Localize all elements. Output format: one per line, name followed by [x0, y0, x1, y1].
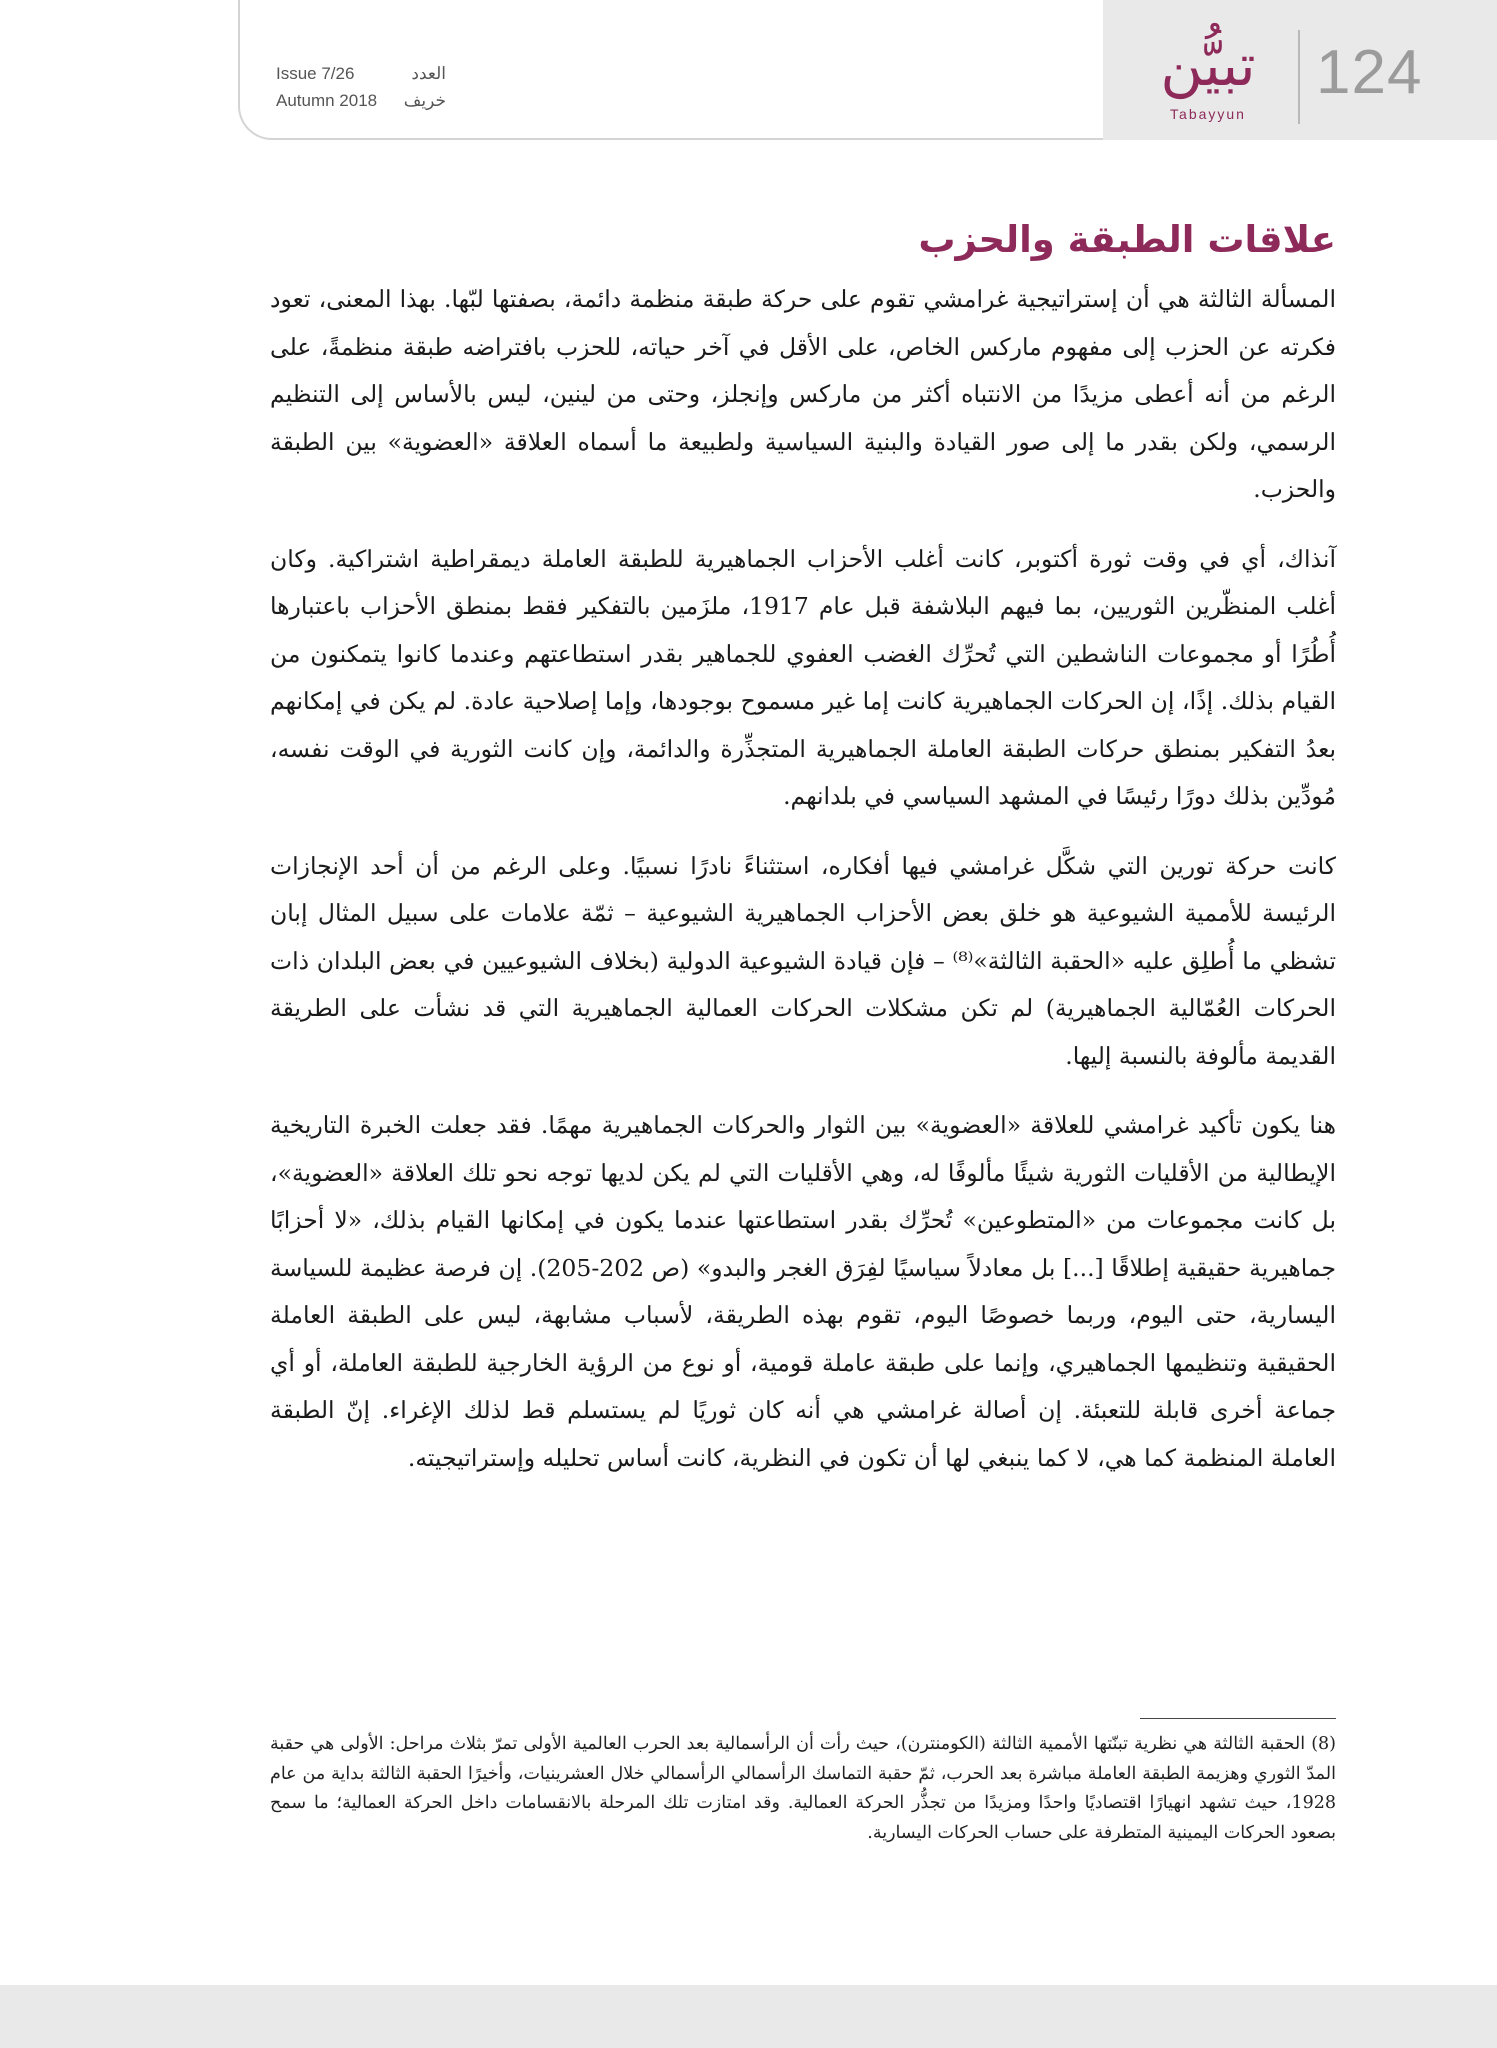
season-label-ar: خريف [403, 91, 446, 110]
footnote-8: (8) الحقبة الثالثة هي نظرية تبنّتها الأممية الثالثة (الكومنترن)، حيث رأت أن الرأسمالية بعد الحرب العالمية الأولى تمرّ بثلاث مراحل: الأولى هي حقبة المدّ الثوري وهزيمة الطبقة العاملة مباشرة بعد الحرب، ثمّ حقبة التماسك الرأسمالي الرأسمالي خلال العشرينيات، وأخيرًا الحقبة الثالثة بداية من عام 1928، حيث تشهد انهيارًا اقتصاديًا واحدًا ومزيدًا من تجذُّر الحركة العمالية. وقد امتازت تلك المرحلة بالانقسامات داخل الحركة العمالية؛ ما سمح بصعود الحركات اليمينية المتطرفة على حساب الحركات اليسارية. [270, 1734, 1336, 1843]
bottom-band [0, 1985, 1497, 2048]
logo-divider [1298, 30, 1300, 124]
issue-label-ar: العدد [411, 64, 446, 83]
paragraph: هنا يكون تأكيد غرامشي للعلاقة «العضوية» بين الثوار والحركات الجماهيرية مهمًا. فقد جعلت الخبرة التاريخية الإيطالية من الأقليات الثورية شيئًا مألوفًا له، وهي الأقليات التي لم يكن لديها توجه نحو تلك العلاقة «العضوية»، بل كانت مجموعات من «المتطوعين» تُحرِّك بقدر استطاعتها عندما يكون في إمكانها القيام بذلك، «لا أحزابًا جماهيرية حقيقية إطلاقًا [...] بل معادلاً سياسيًا لفِرَق الغجر والبدو» (ص 202-205). إن فرصة عظيمة للسياسة اليسارية، حتى اليوم، وربما خصوصًا اليوم، تقوم بهذه الطريقة، لأسباب مشابهة، ليس على الطبقة العاملة الحقيقية وتنظيمها الجماهيري، وإنما على طبقة عاملة قومية، أو نوع من الرؤية الخارجية للطبقة العاملة، أو أي جماعة أخرى قابلة للتعبئة. إن أصالة غرامشي هي أنه كان ثوريًا لم يستسلم قط لذلك الإغراء. إنّ الطبقة العاملة المنظمة كما هي، لا كما ينبغي لها أن تكون في النظرية، كانت أساس تحليله وإستراتيجيته. [270, 1111, 1336, 1472]
footnote-divider [1140, 1718, 1336, 1719]
issue-info [276, 60, 446, 114]
season-row [276, 87, 446, 114]
article-body [270, 276, 1336, 1504]
paragraph: كانت حركة تورين التي شكَّل غرامشي فيها أفكاره، استثناءً نادرًا نسبيًا. وعلى الرغم من أن أحد الإنجازات الرئيسة للأممية الشيوعية هو خلق بعض الأحزاب الجماهيرية الشيوعية – ثمّة علامات على سبيل المثال إبان تشظي ما أُطلِق عليه «الحقبة الثالثة»⁽⁸⁾ – فإن قيادة الشيوعية الدولية (بخلاف الشيوعيين في بعض البلدان ذات الحركات العُمّالية الجماهيرية) لم تكن مشكلات الحركات العمالية الجماهيرية التي قد نشأت على الطريقة القديمة مألوفة بالنسبة إليها. [270, 851, 1336, 1070]
issue-row [276, 60, 446, 87]
journal-logo-latin: Tabayyun [1170, 106, 1246, 122]
paragraph: آنذاك، أي في وقت ثورة أكتوبر، كانت أغلب الأحزاب الجماهيرية للطبقة العاملة ديمقراطية اشتراكية. وكان أغلب المنظّرين الثوريين، بما فيهم البلاشفة قبل عام 1917، ملزَمين بالتفكير فقط بمنطق الأحزاب باعتبارها أُطُرًا أو مجموعات الناشطين التي تُحرِّك الغضب العفوي للجماهير بقدر استطاعتهم وعندما كانوا يتمكنون من القيام بذلك. إذًا، إن الحركات الجماهيرية كانت إما غير مسموح بوجودها، وإما إصلاحية عادة. لم يكن في إمكانهم بعدُ التفكير بمنطق حركات الطبقة العاملة الجماهيرية المتجذِّرة والدائمة، وإن كانت الثورية في الوقت نفسه، مُودِّين بذلك دورًا رئيسًا في المشهد السياسي في بلدانهم. [270, 544, 1337, 810]
page-number: 124 [1316, 38, 1423, 107]
footnotes [270, 1730, 1336, 1848]
section-title: علاقات الطبقة والحزب [918, 218, 1336, 261]
season-label: Autumn 2018 [276, 91, 378, 110]
paragraph: المسألة الثالثة هي أن إستراتيجية غرامشي تقوم على حركة طبقة منظمة دائمة، بصفتها لبّها. بهذا المعنى، تعود فكرته عن الحزب إلى مفهوم ماركس الخاص، على الأقل في آخر حياته، للحزب بافتراضه طبقة منظمةً، على الرغم من أنه أعطى مزيدًا من الانتباه أكثر من ماركس وإنجلز، وحتى من لينين، ليس بالأساس إلى التنظيم الرسمي، ولكن بقدر ما إلى صور القيادة والبنية السياسية ولطبيعة ما أسماه العلاقة «العضوية» بين الطبقة والحزب. [270, 285, 1336, 503]
issue-label: Issue 7/26 [276, 64, 355, 83]
journal-logo: تبيُّن [1160, 31, 1256, 99]
